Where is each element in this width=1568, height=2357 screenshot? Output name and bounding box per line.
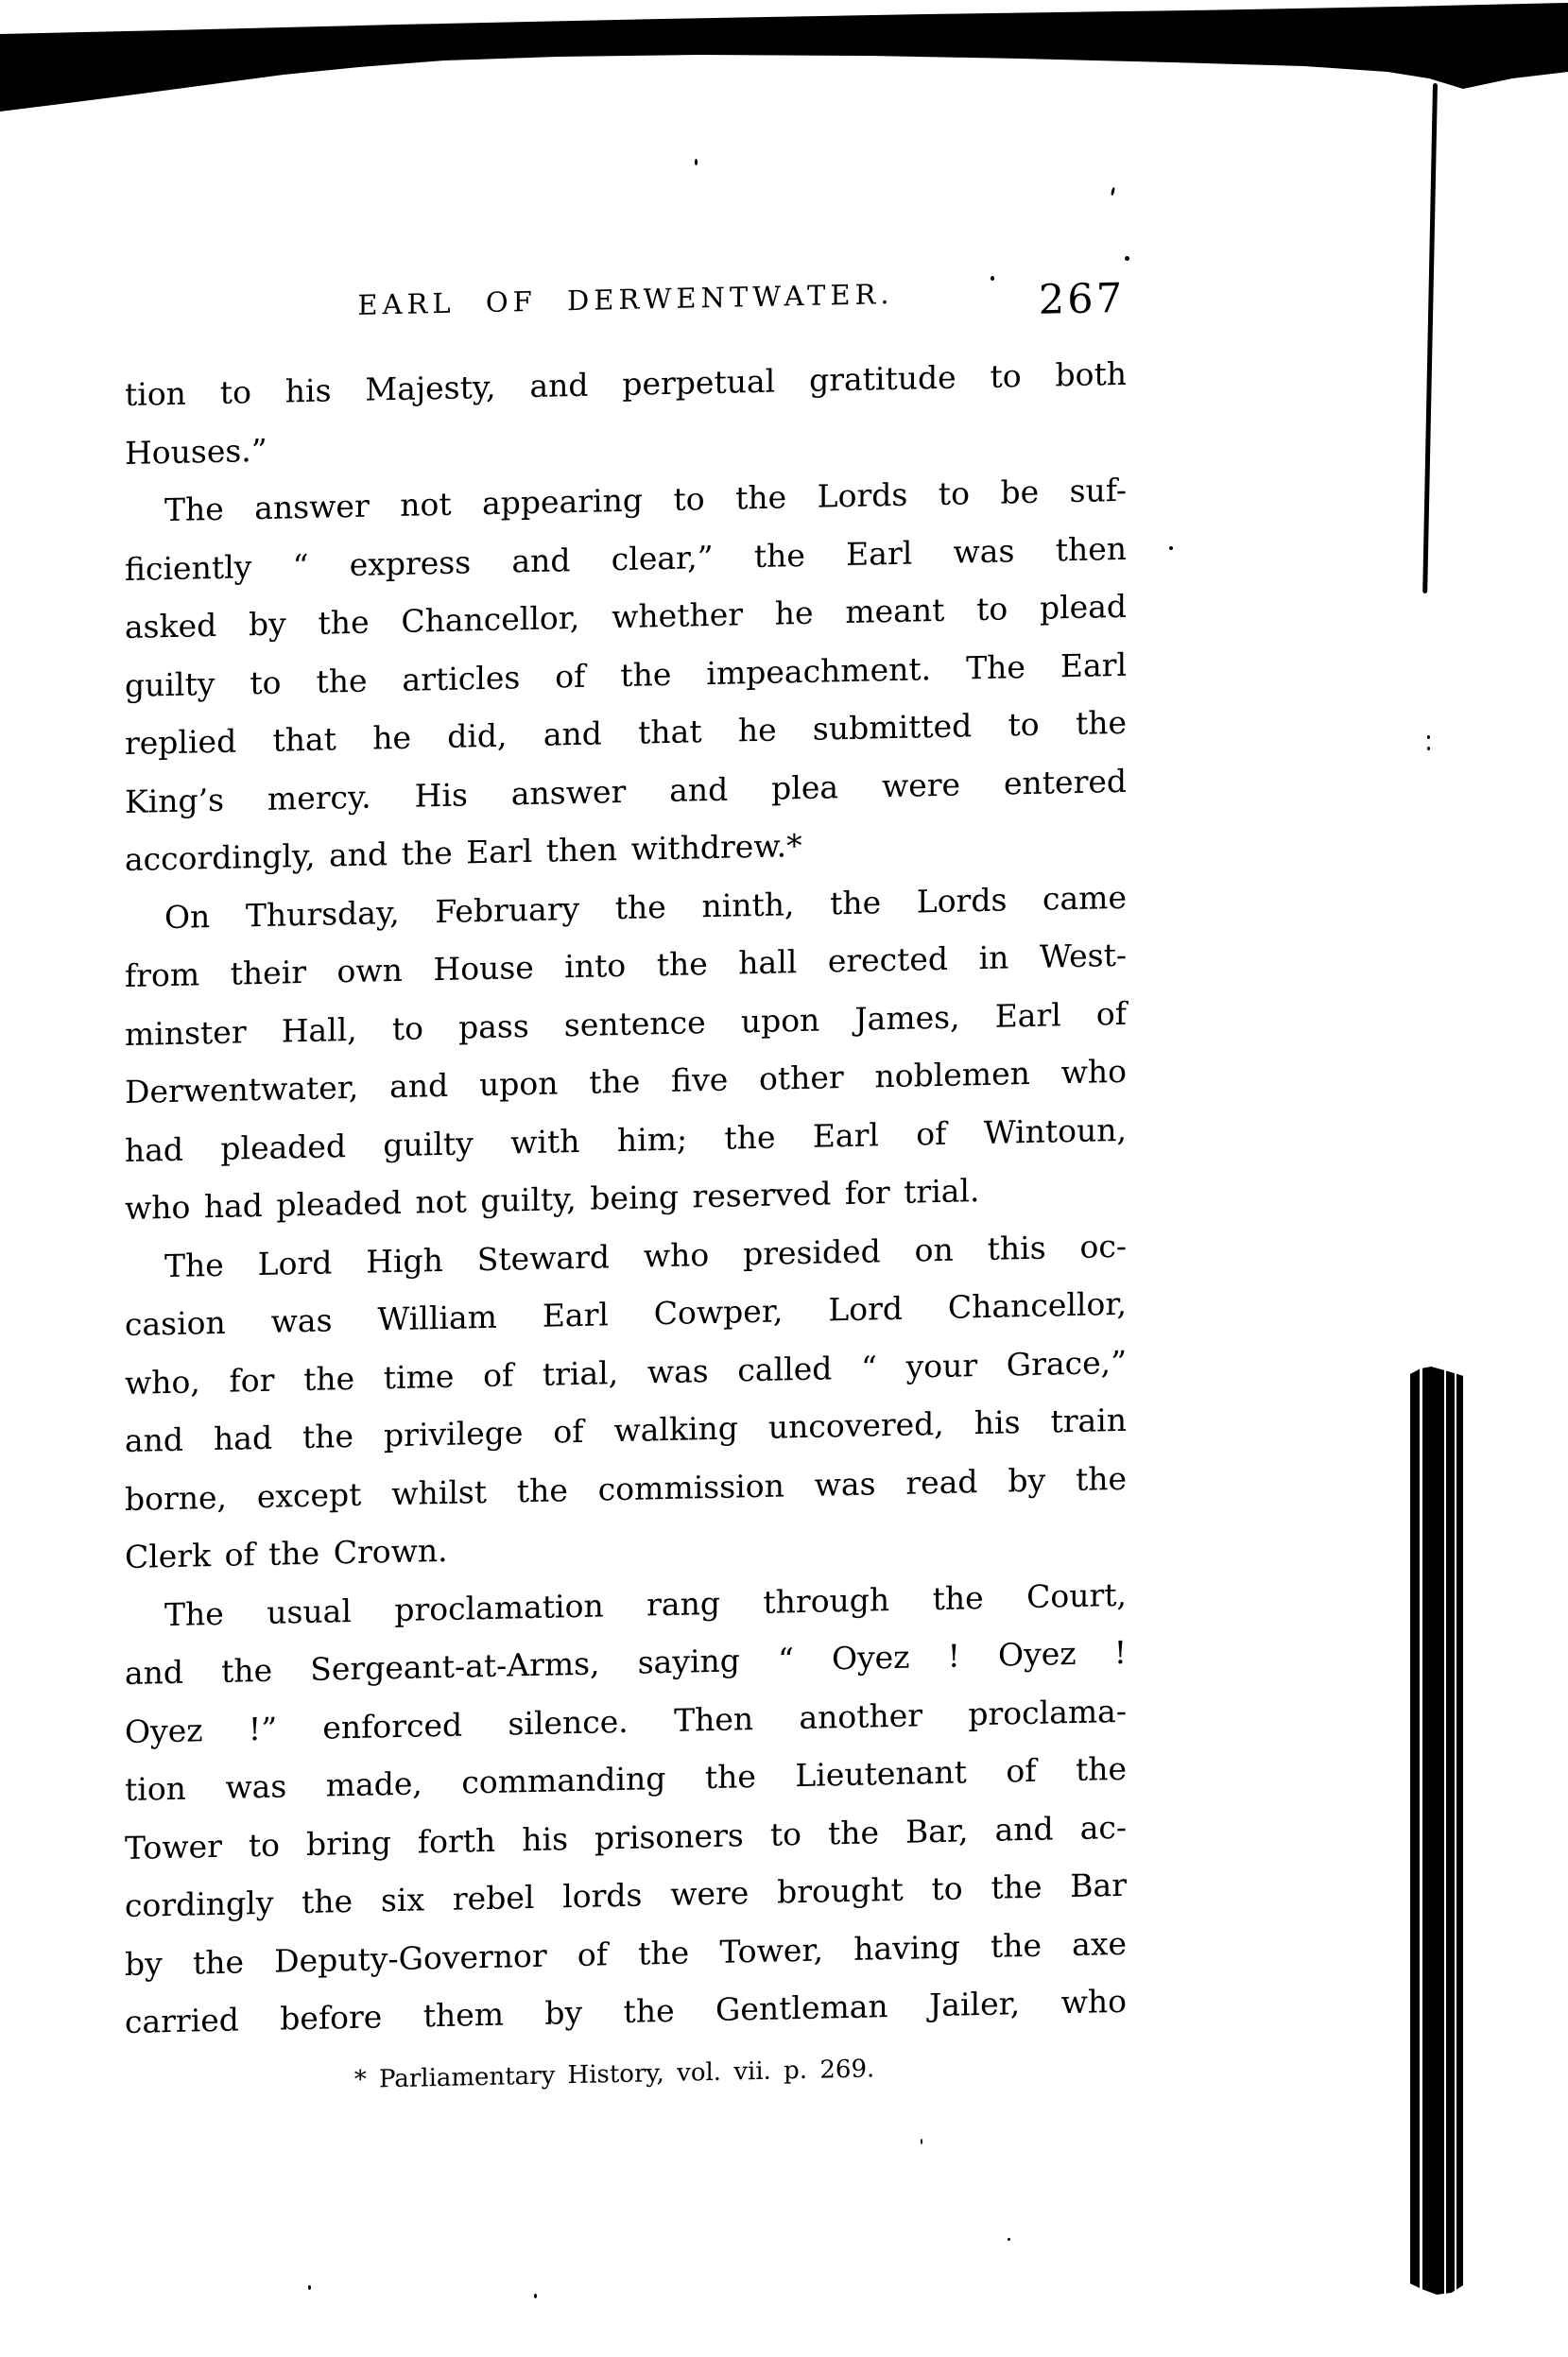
text-line: tion was made, commanding the Lieutenant of the (125, 1749, 1127, 1808)
text-line: Derwentwater, and upon the five other noblemen who (125, 1052, 1127, 1110)
ink-speck (1169, 546, 1173, 550)
text-line: guilty to the articles of the impeachment. The Earl (125, 645, 1127, 704)
text-line: replied that he did, and that he submitted to the (125, 703, 1127, 762)
body-text (125, 345, 1127, 2052)
ink-speck (921, 2139, 922, 2144)
text-line: Tower to bring forth his prisoners to the Bar, and ac- (125, 1808, 1127, 1867)
text-line: ficiently “ express and clear,” the Earl was then (125, 529, 1127, 588)
text-line: minster Hall, to pass sentence upon James, Earl of (125, 994, 1127, 1053)
text-line: asked by the Chancellor, whether he meant to plead (125, 587, 1127, 645)
ink-speck (1111, 187, 1115, 196)
footnote: * Parliamentary History, vol. vii. p. 269. (353, 2054, 875, 2094)
scan-artifact-gutter-streaks (1410, 1367, 1463, 2295)
text-line: On Thursday, February the ninth, the Lords came (164, 878, 1127, 936)
text-line: and had the privilege of walking uncovered, his train (125, 1401, 1127, 1459)
text-line: Oyez !” enforced silence. Then another proclama- (125, 1692, 1127, 1750)
ink-speck (1008, 2238, 1010, 2241)
text-line: tion to his Majesty, and perpetual gratitude to both (125, 354, 1127, 413)
text-line: and the Sergeant-at-Arms, saying “ Oyez ! Oyez ! (125, 1633, 1127, 1692)
text-line: The Lord High Steward who presided on this oc- (164, 1227, 1127, 1284)
text-line: The usual proclamation rang through the Court, (164, 1575, 1127, 1633)
text-line: borne, except whilst the commission was read by the (125, 1459, 1127, 1518)
ink-speck (1427, 747, 1430, 750)
text-line: carried before them by the Gentleman Jailer, who (125, 1982, 1127, 2040)
page-content (125, 223, 1127, 2101)
text-line: by the Deputy-Governor of the Tower, having the axe (125, 1924, 1127, 1983)
page-number: 267 (1038, 274, 1125, 324)
ink-speck (1427, 735, 1430, 739)
ink-speck (534, 2294, 537, 2298)
scan-artifact-crease-line (1422, 83, 1438, 594)
running-title: EARL OF DERWENTWATER. (357, 277, 894, 321)
ink-speck (308, 2285, 311, 2290)
text-line: accordingly, and the Earl then withdrew.* (125, 826, 802, 878)
text-line: who had pleaded not guilty, being reserved for trial. (125, 1172, 980, 1227)
text-line: from their own House into the hall erected in West- (125, 936, 1127, 994)
text-line: Clerk of the Crown. (125, 1531, 448, 1575)
text-line: who, for the time of trial, was called “ your Grace,” (125, 1343, 1127, 1402)
ink-speck (695, 159, 698, 165)
text-line: had pleaded guilty with him; the Earl of Wintoun, (125, 1110, 1127, 1169)
text-line: The answer not appearing to the Lords to be suf- (164, 471, 1127, 529)
text-line: King’s mercy. His answer and plea were entered (125, 762, 1127, 820)
text-line: casion was William Earl Cowper, Lord Chancellor, (125, 1284, 1127, 1343)
text-line: cordingly the six rebel lords were brought to the Bar (125, 1866, 1127, 1924)
text-line: Houses.” (125, 431, 267, 472)
scan-artifact-top-band (0, 0, 1568, 142)
page-header (125, 223, 1127, 329)
